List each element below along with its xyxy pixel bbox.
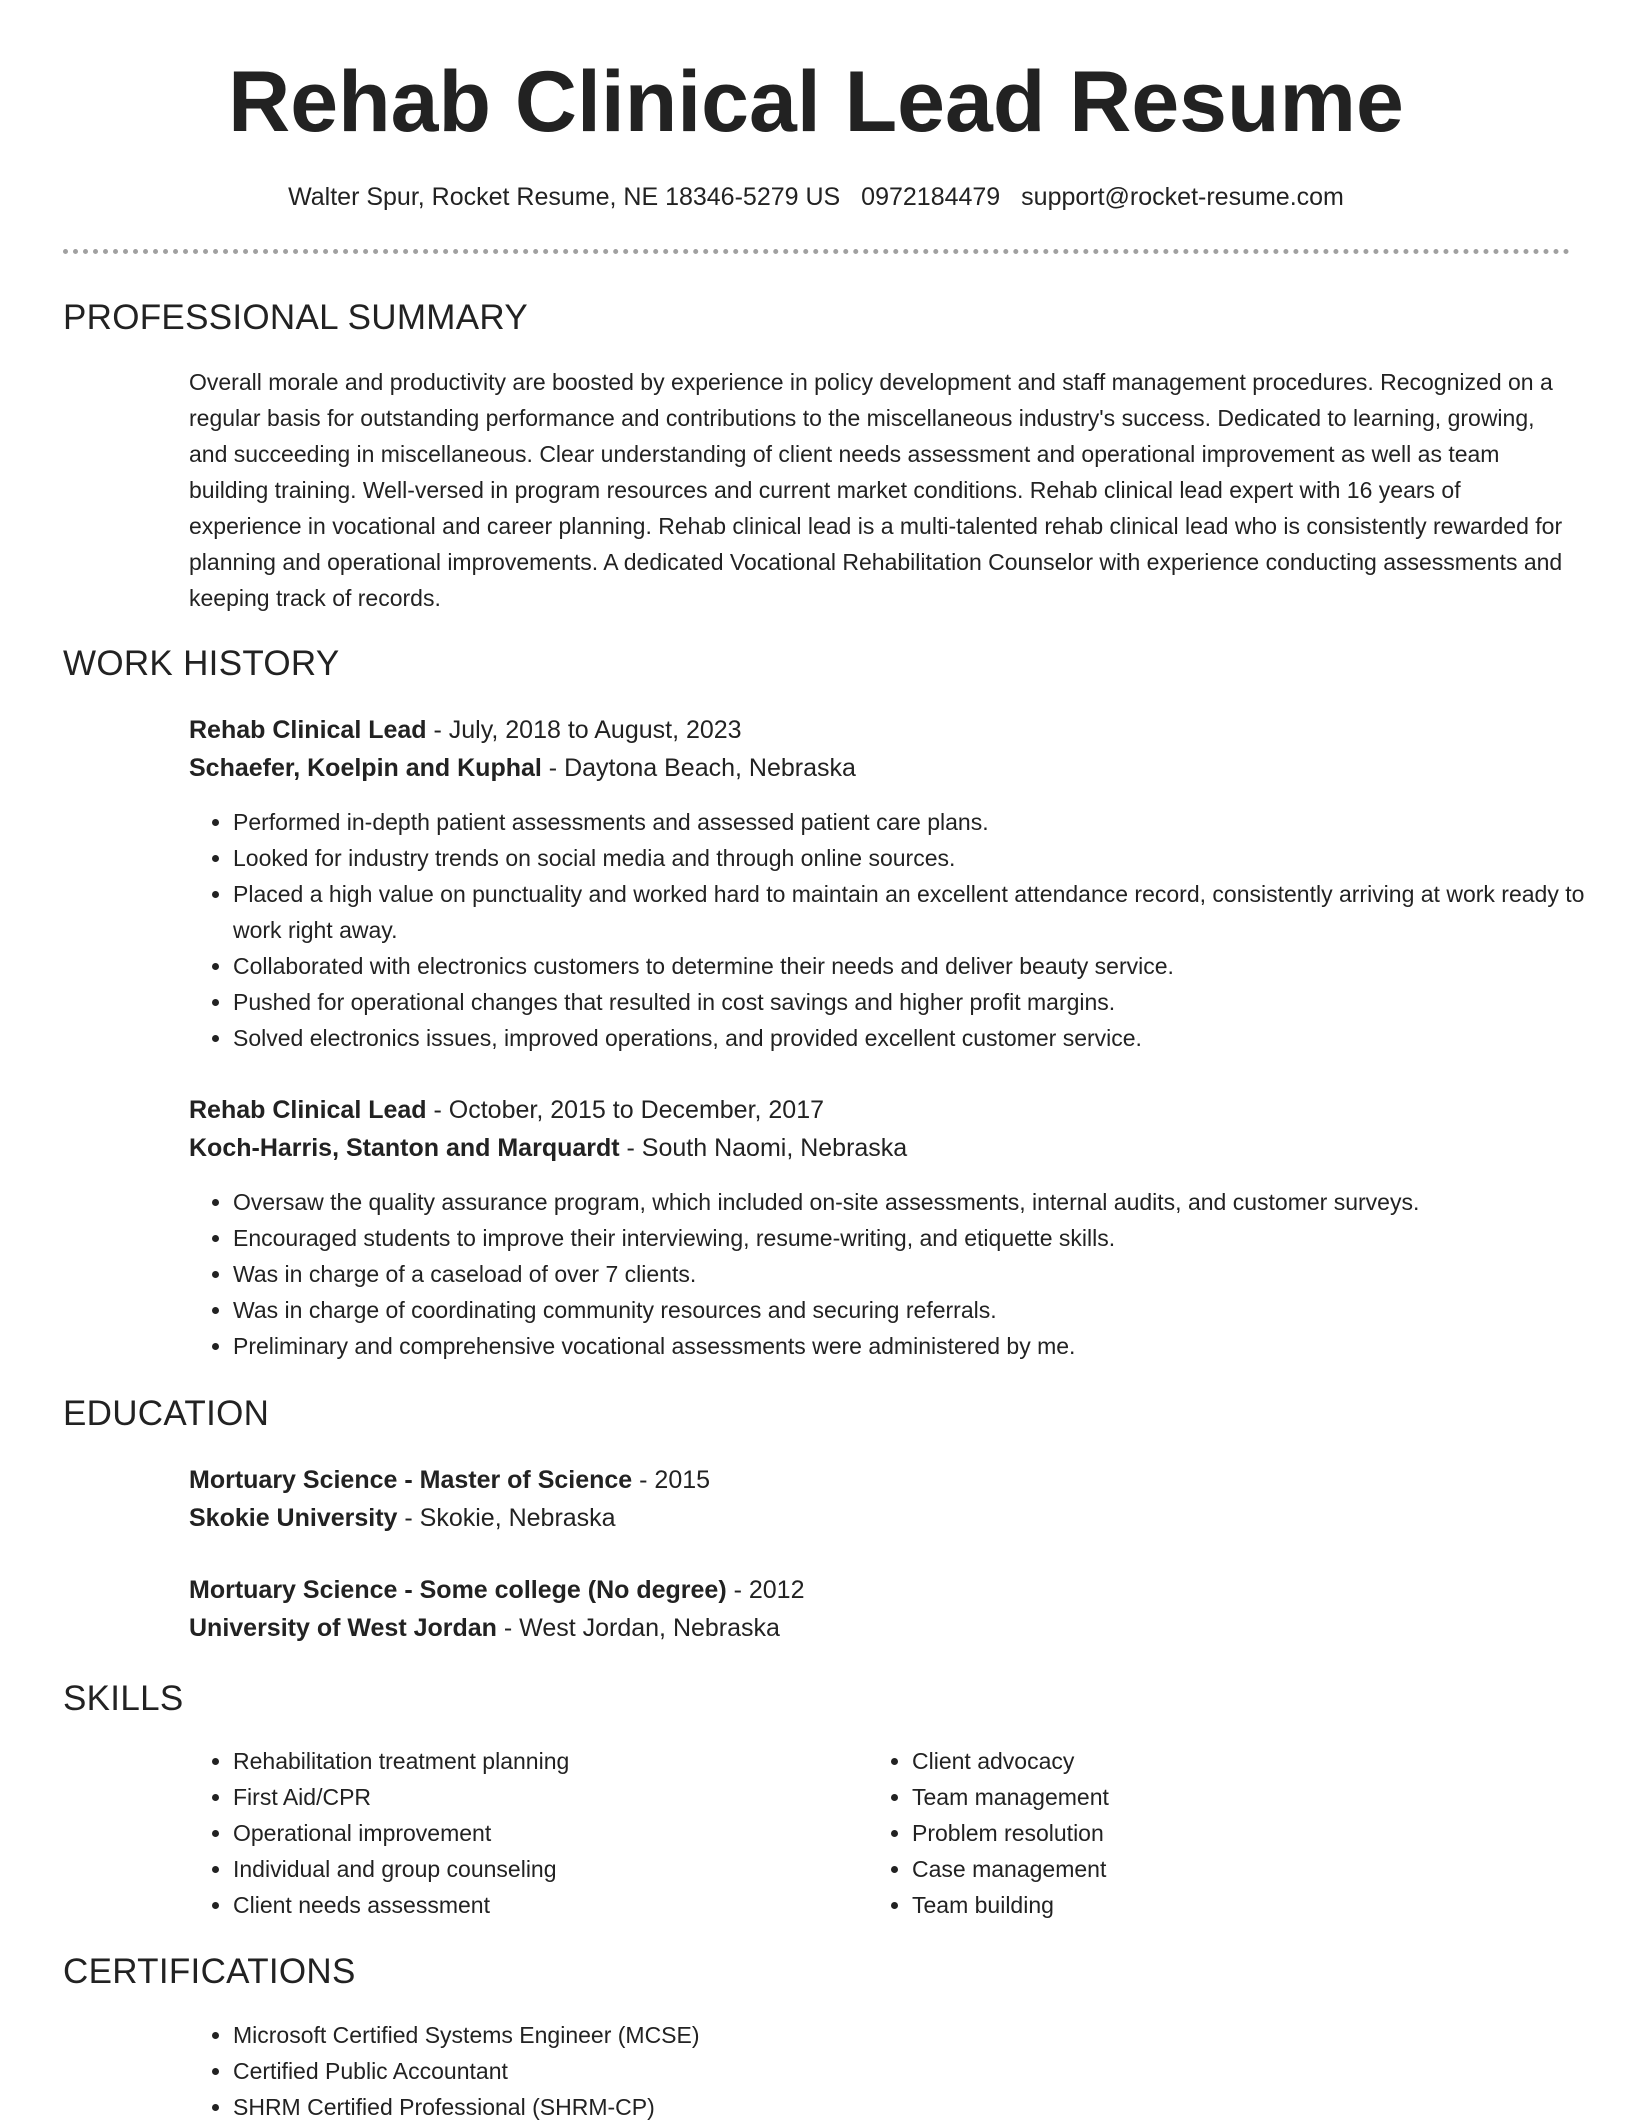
job-company-line	[189, 1129, 1569, 1167]
education-heading: EDUCATION	[63, 1394, 270, 1433]
education-entry	[189, 1461, 1569, 1537]
job-dates: - October, 2015 to December, 2017	[426, 1096, 825, 1124]
list-item: • Was in charge of a caseload of over 7 clients.	[233, 1256, 1613, 1292]
skill-item: • Problem resolution	[912, 1815, 1632, 1851]
list-item: • Encouraged students to improve their interviewing, resume-writing, and etiquette skills.	[233, 1220, 1613, 1256]
job-company-line	[189, 749, 1569, 787]
skills-list-right	[868, 1743, 1632, 1923]
contact-line	[0, 180, 1632, 214]
job-bullets	[189, 804, 1613, 1056]
job-location: - Daytona Beach, Nebraska	[541, 754, 856, 782]
skill-item: • Team management	[912, 1779, 1632, 1815]
contact-email: support@rocket-resume.com	[1021, 183, 1344, 211]
school-line	[189, 1609, 1569, 1647]
skill-item: • Individual and group counseling	[233, 1851, 1613, 1887]
job-company: Koch-Harris, Stanton and Marquardt	[189, 1134, 620, 1162]
certifications-heading: CERTIFICATIONS	[63, 1952, 356, 1991]
list-item: • Solved electronics issues, improved operations, and provided excellent customer service.	[233, 1020, 1613, 1056]
contact-phone: 0972184479	[861, 183, 1001, 211]
certification-item: • Microsoft Certified Systems Engineer (MCSE)	[233, 2017, 1613, 2053]
certification-item: • SHRM Certified Professional (SHRM-CP)	[233, 2089, 1613, 2125]
job-company: Schaefer, Koelpin and Kuphal	[189, 754, 542, 782]
header-divider	[63, 249, 1570, 254]
list-item: • Looked for industry trends on social media and through online sources.	[233, 840, 1613, 876]
skill-item: • Team building	[912, 1887, 1632, 1923]
job-entry	[189, 711, 1569, 787]
list-item: • Preliminary and comprehensive vocational assessments were administered by me.	[233, 1328, 1613, 1364]
job-entry	[189, 1091, 1569, 1167]
summary-heading: PROFESSIONAL SUMMARY	[63, 298, 528, 337]
skill-item: • Client advocacy	[912, 1743, 1632, 1779]
degree-year: - 2012	[726, 1576, 805, 1604]
certification-item: • Certified Public Accountant	[233, 2053, 1613, 2089]
skill-item: • First Aid/CPR	[233, 1779, 1613, 1815]
school-location: - Skokie, Nebraska	[397, 1504, 616, 1532]
education-entry	[189, 1571, 1569, 1647]
school-line	[189, 1499, 1569, 1537]
job-title: Rehab Clinical Lead	[189, 716, 427, 744]
degree: Mortuary Science - Master of Science	[189, 1466, 633, 1494]
list-item: • Oversaw the quality assurance program, which included on-site assessments, internal audits, and customer surveys.	[233, 1184, 1613, 1220]
school: Skokie University	[189, 1504, 398, 1532]
skills-heading: SKILLS	[63, 1679, 184, 1718]
list-item: • Was in charge of coordinating community resources and securing referrals.	[233, 1292, 1613, 1328]
job-bullets	[189, 1184, 1613, 1364]
resume-title: Rehab Clinical Lead Resume	[228, 54, 1404, 150]
job-title-line	[189, 1091, 1569, 1129]
skill-item: • Operational improvement	[233, 1815, 1613, 1851]
skill-item: • Client needs assessment	[233, 1887, 1613, 1923]
skill-item: • Rehabilitation treatment planning	[233, 1743, 1613, 1779]
list-item: • Collaborated with electronics customers to determine their needs and deliver beauty service.	[233, 948, 1613, 984]
list-item: • Placed a high value on punctuality and worked hard to maintain an excellent attendance record, consistently arriving at work ready to work right away.	[233, 876, 1613, 948]
summary-text: Overall morale and productivity are boosted by experience in policy development and staff management procedures. Recognized on a regular basis for outstanding performance and contributions to the miscellaneous industry's success. Dedicated to learning, growing, and succeeding in miscellaneous. Clear understanding of client needs assessment and operational improvement as well as team building training. Well-versed in program resources and current market conditions. Rehab clinical lead expert with 16 years of experience in vocational and career planning. Rehab clinical lead is a multi-talented rehab clinical lead who is consistently rewarded for planning and operational improvements. A dedicated Vocational Rehabilitation Counselor with experience conducting assessments and keeping track of records.	[189, 369, 1563, 611]
work-history-heading: WORK HISTORY	[63, 644, 340, 683]
school-location: - West Jordan, Nebraska	[496, 1614, 780, 1642]
degree-year: - 2015	[632, 1466, 711, 1494]
list-item: • Pushed for operational changes that resulted in cost savings and higher profit margins.	[233, 984, 1613, 1020]
school: University of West Jordan	[189, 1614, 497, 1642]
job-title-line	[189, 711, 1569, 749]
degree-line	[189, 1571, 1569, 1609]
job-title: Rehab Clinical Lead	[189, 1096, 427, 1124]
list-item: • Performed in-depth patient assessments and assessed patient care plans.	[233, 804, 1613, 840]
job-dates: - July, 2018 to August, 2023	[426, 716, 742, 744]
certifications-list	[189, 2017, 1613, 2125]
skill-item: • Case management	[912, 1851, 1632, 1887]
job-location: - South Naomi, Nebraska	[619, 1134, 908, 1162]
contact-address: Walter Spur, Rocket Resume, NE 18346-5279 US	[288, 183, 841, 211]
degree: Mortuary Science - Some college (No degree)	[189, 1576, 727, 1604]
degree-line	[189, 1461, 1569, 1499]
